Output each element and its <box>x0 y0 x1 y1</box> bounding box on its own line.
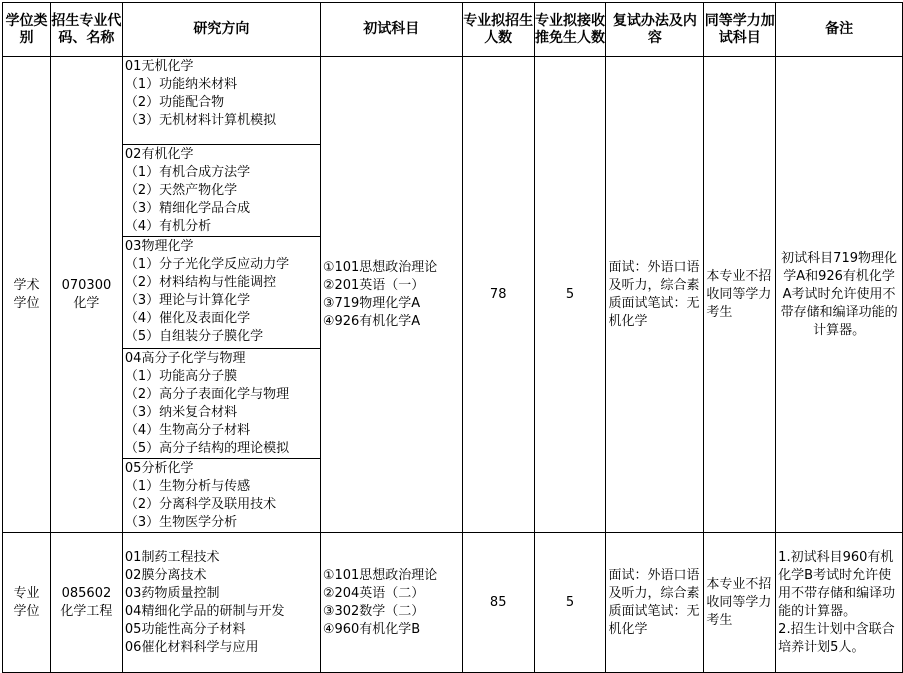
direction-block: 02有机化学 （1）有机合成方法学 （2）天然产物化学 （3）精细化学品合成 （4）有机分析 <box>122 145 320 237</box>
header-equivalent-extra: 同等学力加试科目 <box>704 3 776 57</box>
direction-block: 01无机化学 （1）功能纳米材料 （2）功能配合物 （3）无机材料计算机模拟 <box>122 57 320 145</box>
planned-enrollment-academic: 78 <box>462 57 534 533</box>
direction-block: 04高分子化学与物理 （1）功能高分子膜 （2）高分子表面化学与物理 （3）纳米复合材料 （4）生物高分子材料 （5）高分子结构的理论模拟 <box>122 349 320 459</box>
major-academic: 070300 化学 <box>50 57 122 533</box>
equivalent-extra-professional: 本专业不招收同等学力考生 <box>704 533 776 673</box>
exam-subjects-academic: ①101思想政治理论 ②201英语（一） ③719物理化学A ④926有机化学A <box>320 57 462 533</box>
header-recommended-exempt: 专业拟接收推免生人数 <box>534 3 606 57</box>
recommended-exempt-academic: 5 <box>534 57 606 533</box>
header-degree-type: 学位类别 <box>3 3 51 57</box>
header-row <box>3 3 903 57</box>
retest-method-professional: 面试：外语口语及听力，综合素质面试笔试：无机化学 <box>606 533 704 673</box>
table-row-professional <box>3 533 903 673</box>
direction-block: 03物理化学 （1）分子光化学反应动力学 （2）材料结构与性能调控 （3）理论与计算化学 （4）催化及表面化学 （5）自组装分子膜化学 <box>122 237 320 349</box>
header-retest-method: 复试办法及内容 <box>606 3 704 57</box>
notes-academic: 初试科目719物理化学A和926有机化学A考试时允许使用不带存储和编译功能的计算器。 <box>776 57 903 533</box>
header-planned-enrollment: 专业拟招生人数 <box>462 3 534 57</box>
directions-professional: 01制药工程技术 02膜分离技术 03药物质量控制 04精细化学品的研制与开发 05功能性高分子材料 06催化材料科学与应用 <box>122 533 320 673</box>
table-row-academic <box>3 57 903 145</box>
notes-professional: 1.初试科目960有机化学B考试时允许使用不带存储和编译功能的计算器。 2.招生计划中含联合培养计划5人。 <box>776 533 903 673</box>
direction-block: 05分析化学 （1）生物分析与传感 （2）分离科学及联用技术 （3）生物医学分析 <box>122 459 320 533</box>
degree-type-professional: 专业学位 <box>3 533 51 673</box>
header-exam-subjects: 初试科目 <box>320 3 462 57</box>
major-professional: 085602 化学工程 <box>50 533 122 673</box>
recommended-exempt-professional: 5 <box>534 533 606 673</box>
exam-subjects-professional: ①101思想政治理论 ②204英语（二） ③302数学（二） ④960有机化学B <box>320 533 462 673</box>
planned-enrollment-professional: 85 <box>462 533 534 673</box>
admissions-table <box>2 2 903 673</box>
header-major-code-name: 招生专业代码、名称 <box>50 3 122 57</box>
retest-method-academic: 面试：外语口语及听力，综合素质面试笔试：无机化学 <box>606 57 704 533</box>
header-research-direction: 研究方向 <box>122 3 320 57</box>
equivalent-extra-academic: 本专业不招收同等学力考生 <box>704 57 776 533</box>
header-notes: 备注 <box>776 3 903 57</box>
degree-type-academic: 学术学位 <box>3 57 51 533</box>
